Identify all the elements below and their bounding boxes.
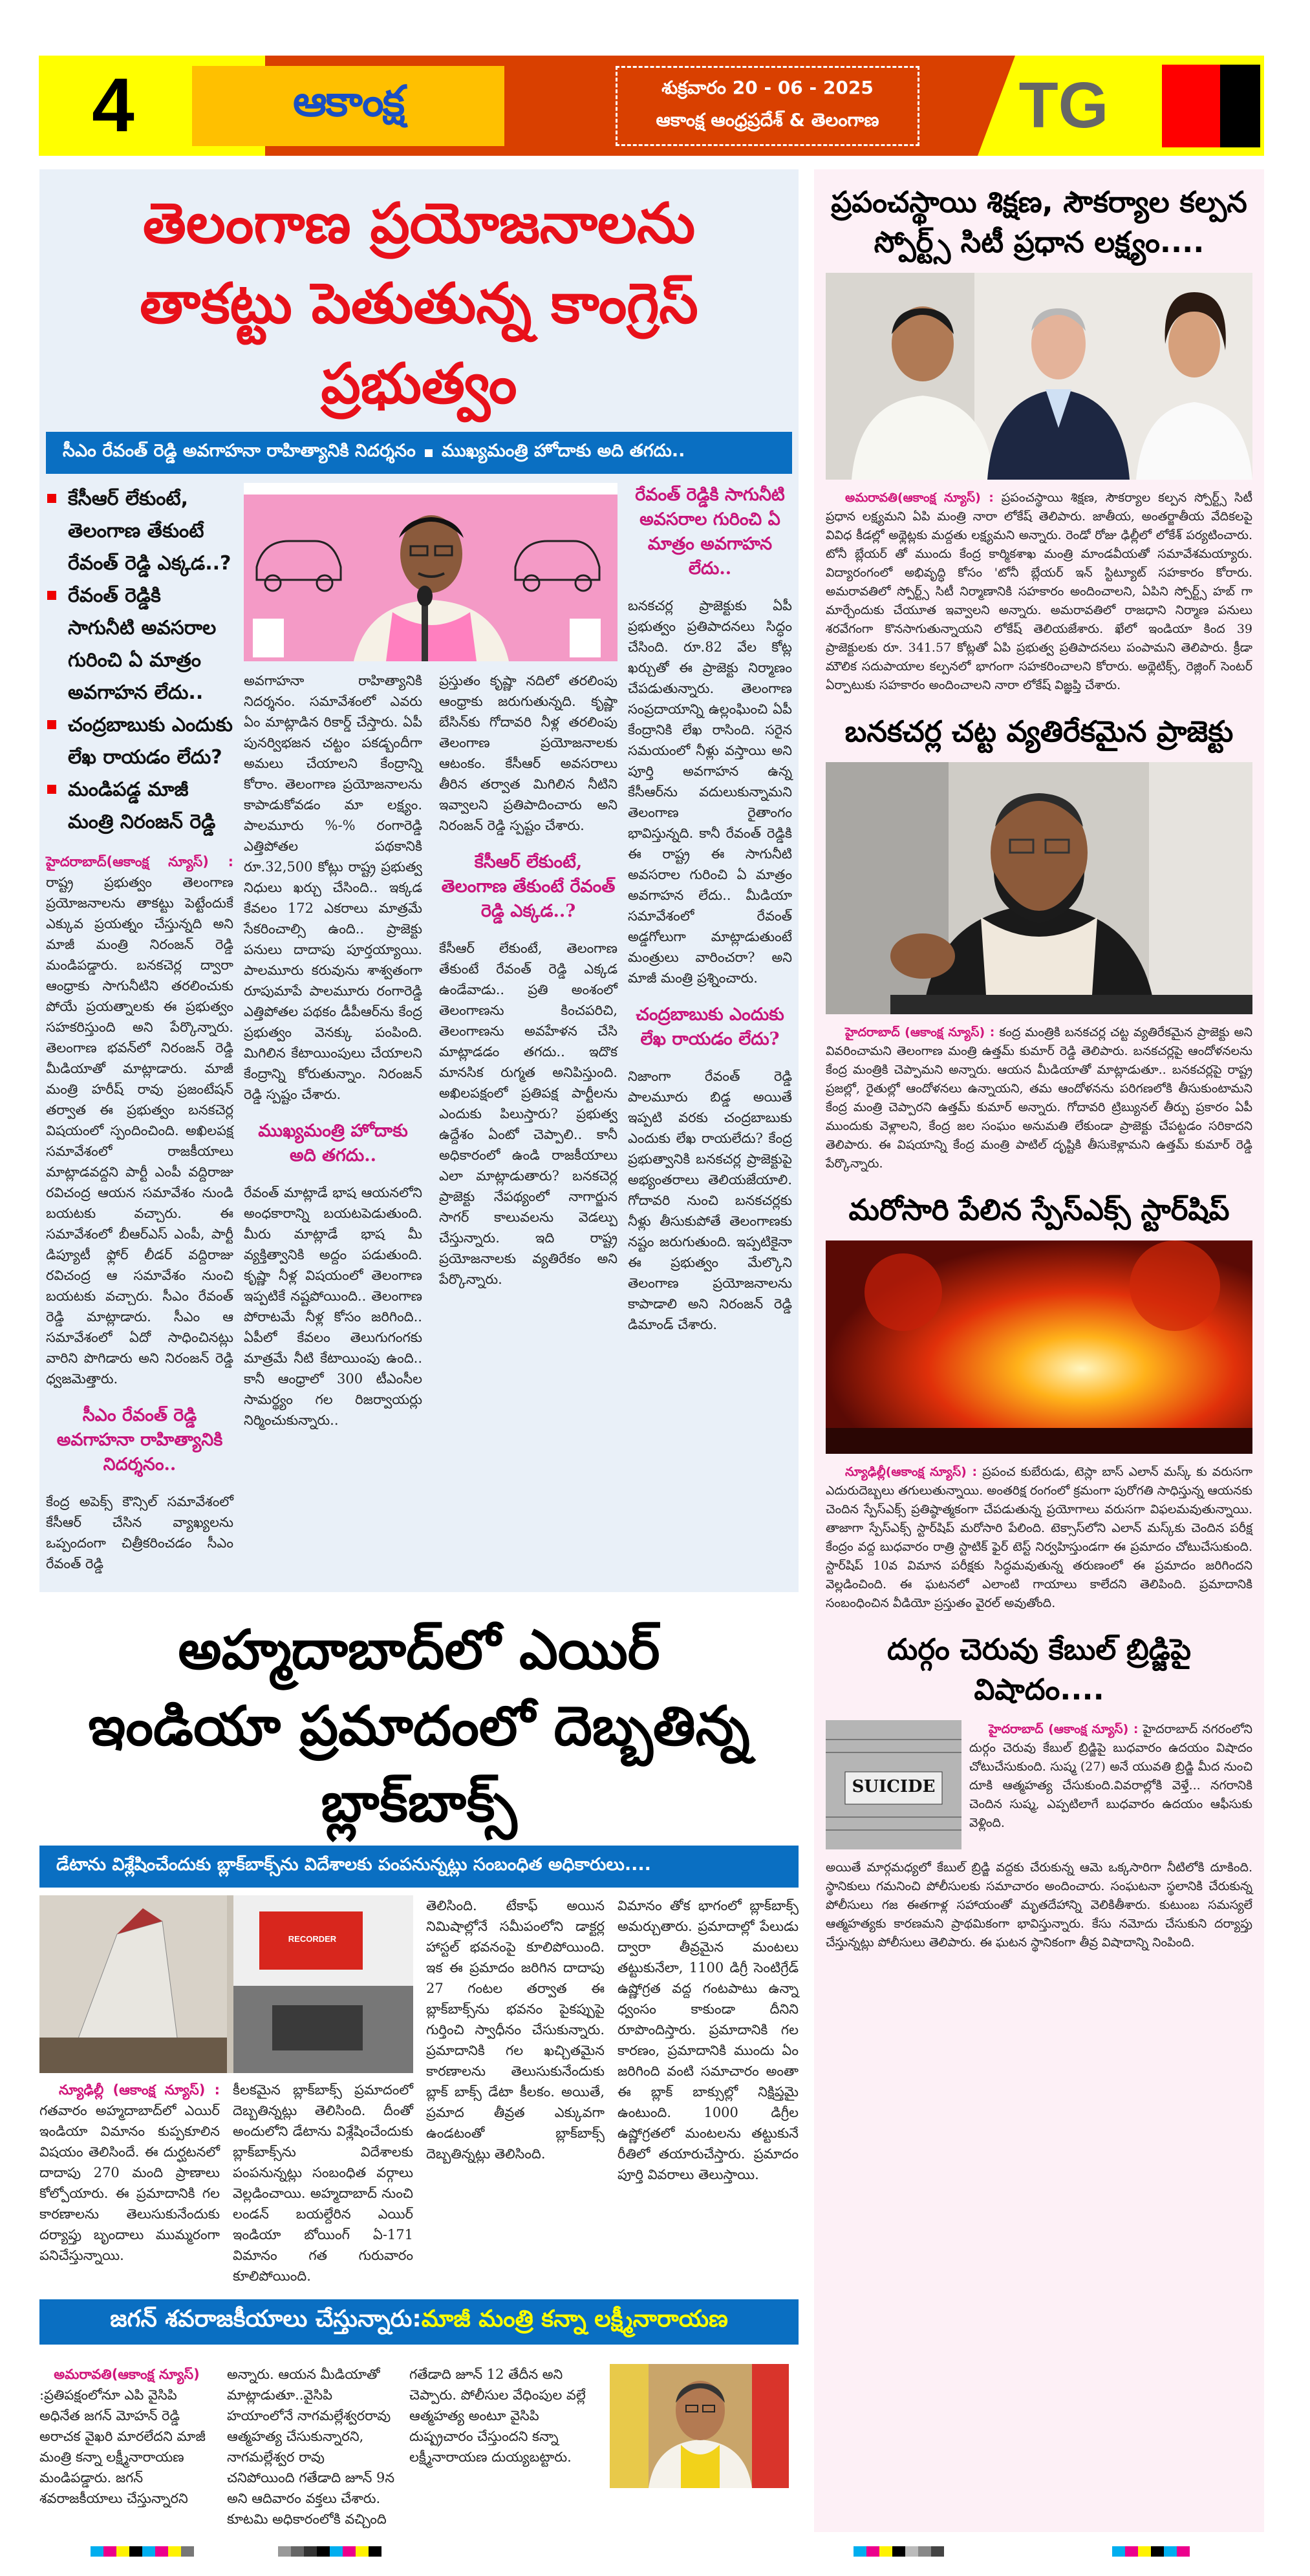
registration-marks bbox=[0, 2546, 1310, 2557]
body-text: తెలిసింది. టేకాఫ్ అయిన నిమిషాల్లోనే సమీపంలోని డాక్టర్ల హాస్టల్ భవనంపై కూలిపోయింది. ఇక ఈ ప్రమాదం జరిగిన దాదాపు 27 గంటల తర్వాత ఈ బ్లాక్‌బాక్స్‌ను భవనం పైకప్పుపై గుర్తించి స్వాధీనం చేసుకున్నారు. ప్రమాదానికి గల ఖచ్చితమైన కారణాలను తెలుసుకునేందుకు బ్లాక్ బాక్స్ డేటా కీలకం. అయితే, ప్రమాద తీవ్రత ఎక్కువగా ఉండటంతో బ్లాక్‌బాక్స్ దెబ్బతిన్నట్లు తెలిసింది. bbox=[426, 1898, 605, 2162]
lead-column-3 bbox=[439, 670, 617, 1292]
photo-starship-explosion bbox=[826, 1240, 1252, 1454]
issue-date: శుక్రవారం 20 - 06 - 2025 bbox=[661, 77, 874, 98]
starship-body bbox=[826, 1463, 1252, 1613]
lead-column-a bbox=[46, 483, 233, 1577]
left-section bbox=[39, 169, 799, 2532]
body-text: కంద్ర మంత్రికి బనకచర్ల చట్ట వ్యతిరేకమైన ప్రాజెక్టు అని వివరించామని తెలంగాణ మంత్రి ఉత్తమ్ కుమార్ రెడ్డి తెలిపారు. బనకచర్లపై ఆందోళనలను కేంద్ర మంత్రికి చెప్పామని అన్నారు. ఆయన మీడియాతో మాట్లాడుతూ.. బనకచర్లపై రాష్ట్ర ప్రజల్లో, రైతుల్లో ఆందోళనలు ఉన్నాయని, తమ ఆందోళనను పరిగణలోకి తీసుకుంటామని కేంద్ర మంత్రి చెప్పారని ఉత్తమ్ కుమార్ అన్నారు. గోదావరి ట్రిబ్యునల్ తీర్పు ప్రకారం ఏపీ ముందుకు వెళ్లాలని, కేంద్ర జల సంఘం అనుమతి లేకుండా ప్రాజెక్టు చేపట్టడం సరికాదని తెలిపారు. ఈ విషయాన్ని కేంద్ర మంత్రి పాటిల్ దృష్టికి తీసుకెళ్లామని ఉత్తమ్ కుమార్ రెడ్డి పేర్కొన్నారు. bbox=[826, 1025, 1253, 1171]
jagan-column-1 bbox=[39, 2364, 214, 2511]
body-text: విమానం తోక భాగంలో బ్లాక్‌బాక్స్ అమర్చుతారు. ప్రమాదాల్లో పేలుడు ద్వారా తీవ్రమైన మంటలు తట్టుకునేలా, 1100 డిగ్రీ సెంటిగ్రేడ్ ఉష్ణోగ్రత వద్ద గంటపాటు ఉన్నా ధ్వంసం కాకుండా దీనిని రూపొందిస్తారు. ప్రమాదానికి గల కారణం, ప్రమాదానికి ముందు ఏం జరిగింది వంటి సమాచారం అంతా ఈ బ్లాక్ బాక్సుల్లో నిక్షిప్తమై ఉంటుంది. 1000 డిగ్రీల ఉష్ణోగ్రతలో మంటలను తట్టుకునే రీతిలో తయారుచేస్తారు. ప్రమాదం పూర్తి వివరాలు తెలుస్తాయి. bbox=[617, 1898, 799, 2182]
lead-headline-line-2: తాకట్టు పెతుతున్న కాంగ్రెస్ ప్రభుత్వం bbox=[140, 271, 698, 416]
lead-column-1 bbox=[46, 851, 233, 1574]
dateline: న్యూఢిల్లీ (ఆకాంక్ష న్యూస్) : bbox=[59, 2082, 220, 2098]
bullet-item: చంద్రబాబుకు ఎందుకు లేఖ రాయడం లేదు? bbox=[46, 709, 233, 774]
photo-suicide-clipping bbox=[826, 1720, 961, 1849]
airindia-columns bbox=[39, 1895, 799, 2289]
registration-strip bbox=[854, 2546, 944, 2557]
edition-name: ఆకాంక్ష ఆంధ్రప్రదేశ్ & తెలంగాణ bbox=[656, 109, 879, 131]
subhead: ముఖ్యమంత్రి హోదాకు అది తగదు.. bbox=[258, 1121, 408, 1166]
body-text: గతవారం అహ్మదాబాద్‌లో ఎయిర్ ఇండియా విమానం కుప్పకూలిన విషయం తెలిసిందే. ఈ దుర్ఘటనలో దాదాపు 270 మంది ప్రాణాలు కోల్పోయారు. ఈ ప్రమాదానికి గల కారణాలను తెలుసుకునేందుకు దర్యాప్తు బృందాలు ముమ్మరంగా పనిచేస్తున్నాయి. bbox=[39, 2103, 220, 2263]
jagan-column-2 bbox=[227, 2364, 396, 2532]
dateline: హైదరాబాద్(ఆకాంక్ష న్యూస్) : bbox=[46, 854, 233, 869]
right-column bbox=[814, 169, 1264, 2532]
jagan-columns bbox=[39, 2364, 799, 2532]
registration-strip bbox=[91, 2546, 194, 2557]
bullet-item: మండిపడ్డ మాజీ మంత్రి నిరంజన్ రెడ్డి bbox=[46, 774, 233, 838]
body-text: అన్నారు. ఆయన మీడియాతో మాట్లాడుతూ..వైసిపి హయాంలోనే నాగమల్లేశ్వరరావు ఆత్మహత్య చేసుకున్నారని, నాగమల్లేశ్వర రావు చనిపోయింది గతేడాది జూన్ 9న అని ఆదివారం వక్తలు చేశారు. కూటమి అధికారంలోకి వచ్చింది bbox=[227, 2367, 395, 2527]
body-text: నిజాంగా రేవంత్ రెడ్డి పాలమూరు బిడ్డ అయితే ఇప్పటి వరకు చంద్రబాబుకు ఎందుకు లేఖ రాయలేదు? కేంద్ర ప్రభుత్వానికి బనకచర్ల ప్రాజెక్టుపై అభ్యంతరాలు తెలియజేయాలి. గోదావరి నుంచి బనకచర్లకు నీళ్లు తీసుకుపోతే తెలంగాణకు నష్టం జరుగుతుంది. ఇప్పటికైనా ఈ ప్రభుత్వం మేల్కొని తెలంగాణ ప్రయోజనాలను కాపాడాలి అని నిరంజన్ రెడ్డి డిమాండ్ చేశారు. bbox=[628, 1069, 792, 1332]
body-text: కేంద్ర అపెక్స్ కౌన్సిల్ సమావేశంలో కేసీఆర్ చేసిన వ్యాఖ్యలను ఒప్పందంగా చిత్రీకరించడం సీఎం రేవంత్ రెడ్డి bbox=[46, 1494, 233, 1571]
lead-deck-a: సీఎం రేవంత్ రెడ్డి అవగాహనా రాహిత్యానికి నిదర్శనం bbox=[63, 440, 416, 461]
airindia-deck-bar bbox=[39, 1846, 799, 1888]
body-text: గతేడాది జూన్ 12 తేదీన అని చెప్పారు. పోలీసుల వేధింపుల వల్లే ఆత్మహత్య అంటూ వైసిపి దుష్ప్రచారం చేస్తుందని కన్నా లక్ష్మీనారాయణ దుయ్యబట్టారు. bbox=[409, 2367, 586, 2465]
airindia-story bbox=[39, 1612, 799, 2289]
body-text: రేవంత్ మాట్లాడే భాష ఆయనలోని అంధకారాన్ని బయటపెడుతుంది. మీరు మాట్లాడే భాష మీ వ్యక్తిత్వానికి అద్దం పడుతుంది. కృష్ణా నీళ్ల విషయంలో తెలంగాణ ఇప్పటికే నష్టపోయింది.. తెలంగాణ పోరాటమే నీళ్ల కోసం జరిగింది.. ఏపీలో కేవలం తెలుగుగంగకు మాత్రమే నీటి కేటాయింపు ఉంది.. కానీ ఆంధ్రాలో 300 టీఎంసీల సామర్థ్యం గల రిజర్వాయర్లు నిర్మించుకున్నారు.. bbox=[244, 1185, 422, 1428]
lead-story bbox=[39, 169, 799, 1592]
lead-columns-2-3 bbox=[244, 670, 617, 1433]
body-text: ప్రపంచస్థాయి శిక్షణ, సౌకర్యాల కల్పన స్పోర్ట్స్ సిటీ ప్రధాన లక్ష్యమని ఏపి మంత్రి నారా లోకేష్ తెలిపారు. జాతీయ, అంతర్జాతీయ వేదికలపై వివిధ కీడల్లో అథ్లెట్లకు మద్దతు లక్ష్యమని అన్నారు. రెండో రోజు ఢిల్లీలో లోకేశ్ పర్యటించారు. టోనీ బ్లేయర్ తో ముందు కేంద్ర కార్మికశాఖ మంత్రి మాండవీయతో సమావేశమయ్యారు. విద్యారంగంలో అభివృద్ధి కోసం 'టోనీ బ్లేయర్ ఇన్ స్టిట్యూట్ సహకారం కోరారు. అమరావతిలో స్పోర్ట్స్ సిటీ నిర్మాణానికి సహకారం అందించాలని, ఏపిని స్పోర్ట్స్ హబ్ గా మార్చేందుకు చేయూత ఇవ్వాలని అన్నారు. అమరావతిలో రాజధాని నిర్మాణ పనులు శరవేగంగా కొనసాగుతున్నాయని లోకేష్ తెలియజేశారు. ఖేలో ఇండియా కింద 39 ప్రాజెక్టులకు రూ. 341.57 కోట్లతో ఏపి ప్రభుత్వ ప్రతిపాదనలు పంపామని తెలిపారు. క్రీడా మౌలిక సదుపాయాల కల్పనలో భాగంగా సహకరించాలని కోరారు. అథ్లెటిక్స్, రెజ్లింగ్ సెంటర్ ఏర్పాటుకు సహకారం అందించాలని నారా లోకేష్ విజ్ఞప్తి చేశారు. bbox=[826, 491, 1252, 692]
lead-headline-line-1: తెలంగాణ ప్రయోజనాలను bbox=[142, 191, 696, 256]
registration-strip bbox=[278, 2546, 381, 2557]
photo-kanna-lakshminarayana bbox=[610, 2364, 789, 2488]
bullet-item: కేసీఆర్ లేకుంటే, తెలంగాణ తేకుంటే రేవంత్ రెడ్డి ఎక్కడ..? bbox=[46, 483, 233, 580]
body-text: ప్రపంచ కుబేరుడు, టెస్లా బాస్ ఎలాన్ మస్క్ కు వరుసగా ఎదురుదెబ్బలు తగులుతున్నాయి. అంతరిక్ష రంగంలో క్రమంగా పురోగతి సాధిస్తున్న ఆయనకు చెందిన స్పేస్‌ఎక్స్ ప్రతిష్ఠాత్మకంగా చేపడుతున్న ప్రయోగాలు వరుసగా విఫలమవుతున్నాయి. తాజాగా స్పేస్‌ఎక్స్ స్టార్‌షిప్ మరోసారి పేలింది. టెక్సాస్‌లోని ఎలాన్ మస్క్‌కు చెందిన పరీక్ష కేంద్రం వద్ద బుధవారం రాత్రి స్టాటిక్ ఫైర్ టెస్ట్ నిర్వహిస్తుండగా ఈ ప్రమాదం చోటుచేసుకుంది. స్టార్‌షిప్ 10వ విమాన పరీక్షకు సిద్ధమవుతున్న తరుణంలో ఈ ప్రమాదం జరిగిందని వెల్లడించింది. ఈ ఘటనలో ఎలాంటి గాయాలు కాలేదని తెలిపింది. ప్రమాదానికి సంబంధించిన వీడియో ప్రస్తుతం వైరల్ అవుతోంది. bbox=[826, 1465, 1252, 1610]
airindia-left-block bbox=[39, 1895, 413, 2289]
airindia-column-3 bbox=[426, 1895, 605, 2167]
starship-headline: మరోసారి పేలిన స్పేస్‌ఎక్స్ స్టార్‌షిప్ bbox=[848, 1193, 1230, 1227]
masthead bbox=[39, 56, 1264, 156]
body-text: అవగాహనా రాహిత్యానికి నిదర్శనం. సమావేశంలో ఎవరు ఏం మాట్లాడిన రికార్డ్ చేస్తారు. ఏపీ పునర్విభజన చట్టం పకడ్బందీగా అమలు చేయాలని కేంద్రాన్ని కోరాం. తెలంగాణ ప్రయోజనాలను కాపాడుకోవడం మా లక్ష్యం. పాలమూరు %-% రంగారెడ్డి ఎత్తిపోతల పథకానికి రూ.32,500 కోట్లు రాష్ట్ర ప్రభుత్వ నిధులు ఖర్చు చేసింది.. ఇక్కడ కేవలం 172 ఎకరాలు మాత్రమే సేకరించాల్సి ఉంది.. ప్రాజెక్టు పనులు దాదాపు పూర్తయ్యాయి. పాలమూరు కరువును శాశ్వతంగా రూపుమాపే పాలమూరు రంగారెడ్డి ఎత్తిపోతల పథకం డీపీఆర్‌ను కేంద్ర ప్రభుత్వం వెనక్కు పంపింది. మిగిలిన కేటాయింపులు చేయాలని కేంద్రాన్ని కోరుతున్నాం. నిరంజన్ రెడ్డి స్పష్టం చేశారు. bbox=[244, 673, 422, 1102]
body-text: హైదరాబాద్ నగరంలోని దుర్గం చెరువు కేబుల్ బ్రిడ్జిపై బుధవారం ఉదయం విషాదం చోటుచేసుకుంది. సుష్మ (27) అనే యువతి బ్రిడ్జి మీద నుంచి దూకి ఆత్మహత్య చేసుకుంది.వివరాల్లోకి వెళ్తే... నగరానికి చెందిన సుష్మ, ఎప్పటిలాగే బుధవారం ఉదయం ఆఫీసుకు వెళ్లింది. bbox=[969, 1722, 1253, 1830]
airindia-headline-line-2: ఇండియా ప్రమాదంలో దెబ్బతిన్న బ్లాక్‌బాక్స్ bbox=[88, 1694, 750, 1834]
page-body bbox=[39, 169, 1264, 2532]
body-text: కీలకమైన బ్లాక్‌బాక్స్ ప్రమాదంలో దెబ్బతిన్నట్లు తెలిసింది. దీంతో అందులోని డేటాను విశ్లేషించేందుకు బ్లాక్‌బాక్స్‌ను విదేశాలకు పంపనున్నట్లు సంబంధిత వర్గాలు వెల్లడించాయి. అహ్మదాబాద్ నుంచి లండన్ బయల్దేరిన ఎయిర్ ఇండియా బోయింగ్ ఏ-171 విమానం గత గురువారం కూలిపోయింది. bbox=[233, 2082, 413, 2284]
airindia-column-2 bbox=[233, 2080, 413, 2289]
durgam-cheruvu-top bbox=[826, 1720, 1252, 1849]
jagan-story bbox=[39, 2299, 799, 2532]
lead-columns bbox=[46, 483, 792, 1577]
body-text: బనకచర్ల ప్రాజెక్టుకు ఏపీ ప్రభుత్వం ప్రతిపాదనలు సిద్ధం చేసింది. రూ.82 వేల కోట్ల ఖర్చుతో ఈ ప్రాజెక్టు నిర్మాణం చేపడుతున్నారు. తెలంగాణ సంప్రదాయాన్ని ఉల్లంఘించి ఏపీ కేంద్రానికి లేఖ రాసింది. సరైన సమయంలో నీళ్లు వస్తాయి అని పూర్తి అవగాహన ఉన్న కేసీఆర్‌ను వదులుకున్నామని తెలంగాణ రైతాంగం భావిస్తున్నది. కానీ రేవంత్ రెడ్డికి ఈ రాష్ట్ర ఈ సాగునీటి అవసరాల గురించి ఏ మాత్రం అవగాహన లేదు.. మీడియా సమావేశంలో రేవంత్ అడ్డగోలుగా మాట్లాడుతుంటే మంత్రులు వారించరా? అని మాజీ మంత్రి ప్రశ్నించారు. bbox=[628, 598, 792, 986]
subhead: రేవంత్ రెడ్డికి సాగునీటి అవసరాల గురించి ఏ మాత్రం అవగాహన లేదు.. bbox=[635, 485, 785, 579]
lead-bullets bbox=[46, 483, 233, 838]
lead-photo-niranjan-reddy bbox=[244, 483, 617, 661]
jagan-column-3 bbox=[409, 2364, 597, 2470]
subhead: కేసీఆర్ లేకుంటే, తెలంగాణ తేకుంటే రేవంత్ రెడ్డి ఎక్కడ..? bbox=[441, 852, 616, 921]
date-box bbox=[616, 66, 919, 146]
sports-city-headline: ప్రపంచస్థాయి శిక్షణ, సౌకర్యాల కల్పన స్పోర్ట్స్ సిటీ ప్రధాన లక్ష్యం.... bbox=[831, 185, 1247, 259]
dateline: హైదరాబాద్ (ఆకాంక్ష న్యూస్) : bbox=[845, 1025, 995, 1039]
registration-strip bbox=[1112, 2546, 1190, 2557]
durgam-cheruvu-body-top bbox=[969, 1720, 1252, 1835]
body-text: అయితే మార్గమధ్యలో కేబుల్ బ్రిడ్జి వద్దకు చేరుకున్న ఆమె ఒక్కసారిగా నీటిలోకి దూకింది. స్థానికులు గమనించి పోలీసులకు సమాచారం అందించారు. సంఘటనా స్థలానికి చేరుకున్న పోలీసులు గజ ఈతగాళ్ల సహాయంతో మృతదేహాన్ని వెలికితీశారు. కుటుంబ సమస్యలే ఆత్మహత్యకు కారణమని ప్రాథమికంగా భావిస్తున్నారు. కేసు నమోదు చేసుకుని దర్యాప్తు చేస్తున్నట్లు పోలీసులు తెలిపారు. ఈ ఘటన స్థానికంగా తీవ్ర విషాదాన్ని నింపింది. bbox=[826, 1860, 1252, 1950]
photo-crash-blackbox bbox=[39, 1895, 413, 2073]
bullet-item: రేవంత్ రెడ్డికి సాగునీటి అవసరాల గురించి ఏ మాత్రం అవగాహన లేదు.. bbox=[46, 580, 233, 709]
lead-deck-bar bbox=[46, 432, 792, 474]
newspaper-logo: ఆకాంక్ష bbox=[192, 66, 504, 146]
jagan-headline-yellow: మాజీ మంత్రి కన్నా లక్ష్మీనారాయణ bbox=[421, 2306, 728, 2332]
lead-deck-b: ముఖ్యమంత్రి హోదాకు అది తగదు.. bbox=[441, 440, 685, 461]
lead-column-4 bbox=[628, 483, 792, 1337]
color-block-black bbox=[1220, 65, 1260, 147]
color-block-red bbox=[1162, 65, 1220, 147]
deck-separator-icon bbox=[425, 449, 433, 457]
photo-lokesh-tony-blair bbox=[826, 273, 1252, 480]
region-code: TG bbox=[1018, 69, 1109, 142]
page-number: 4 bbox=[92, 63, 134, 148]
clipping-word: SUICIDE bbox=[852, 1777, 936, 1796]
dateline: అమరావతి(ఆకాంక్ష న్యూస్) bbox=[54, 2367, 200, 2382]
jagan-headline-bar bbox=[39, 2299, 799, 2345]
durgam-cheruvu-body-bottom bbox=[826, 1858, 1252, 1952]
body-text: ప్రస్తుతం కృష్ణా నదిలో తరలింపు ఆంధ్రాకు జరుగుతున్నది. కృష్ణా బేసిన్‌కు గోదావరి నీళ్ల తరలింపు తెలంగాణ ప్రయోజనాలకు ఆటంకం. కేసీఆర్ అవసరాలు తీరిన తర్వాత మిగిలిన నీటిని ఇవ్వాలని ప్రతిపాదించారు అని నిరంజన్ రెడ్డి స్పష్టం చేశారు. bbox=[439, 673, 617, 833]
recorder-label: RECORDER bbox=[288, 1934, 337, 1944]
body-text: కేసీఆర్ లేకుంటే, తెలంగాణ తేకుంటే రేవంత్ రెడ్డి ఎక్కడ ఉండేవాడు.. ప్రతి అంశంలో తెలంగాణను కించపరిచి, తెలంగాణను అవహేళన చేసి మాట్లాడడం తగదు.. ఇదొక మానసిక రుగ్మత అనిపిస్తుంది. అఖిలపక్షంలో ప్రతిపక్ష పార్టీలను ఎందుకు పిలుస్తారు? ప్రభుత్వ ఉద్దేశం ఏంటో చెప్పాలి.. కానీ అధికారంలో ఉండి రాజకీయాలు ఎలా మాట్లాడుతారు? బనకచెర్ల ప్రాజెక్టు నేపథ్యంలో నాగార్జున సాగర్ కాలువలను వెడల్పు చేస్తున్నారు. ఇది రాష్ట్ర ప్రయోజనాలకు వ్యతిరేకం అని పేర్కొన్నారు. bbox=[439, 941, 617, 1287]
dateline: న్యూఢిల్లీ(ఆకాంక్ష న్యూస్) : bbox=[845, 1465, 978, 1479]
banakacherla-headline: బనకచర్ల చట్ట వ్యతిరేకమైన ప్రాజెక్టు bbox=[844, 714, 1234, 749]
airindia-deck: డేటాను విశ్లేషించేందుకు బ్లాక్‌బాక్స్‌ను విదేశాలకు పంపనున్నట్లు సంబంధిత అధికారులు.... bbox=[56, 1854, 651, 1875]
airindia-columns-1-2 bbox=[39, 2080, 413, 2289]
dateline: హైదరాబాద్ (ఆకాంక్ష న్యూస్) : bbox=[989, 1722, 1139, 1736]
lead-column-bc bbox=[244, 483, 617, 1433]
airindia-headline-line-1: అహ్మదాబాద్‌లో ఎయిర్ bbox=[178, 1618, 660, 1681]
body-text: రాష్ట్ర ప్రభుత్వం తెలంగాణ ప్రయోజనాలను తాకట్టు పెట్టేందుకే ఎక్కువ ప్రయత్నం చేస్తున్నది అని మాజీ మంత్రి నిరంజన్ రెడ్డి మండిపడ్డారు. బనకచెర్ల ద్వారా ఆంధ్రాకు సాగునీటిని తరలించుకు పోయే ప్రయత్నాలకు ఈ ప్రభుత్వం సహకరిస్తుంది అని పేర్కొన్నారు. తెలంగాణ భవన్‌లో నిరంజన్ రెడ్డి మీడియాతో మాట్లాడారు. మాజీ మంత్రి హరీష్ రావు ప్రజంటేషన్ తర్వాత ఈ ప్రభుత్వం బనకచెర్ల విషయంలో స్పందించింది. అఖిలపక్ష సమావేశంలో రాజకీయాలు మాట్లాడవద్దని పార్టీ ఎంపీ వద్దిరాజు రవిచంద్ర ఆయన సమావేశం నుండి బయటకు వచ్చారు. ఈ సమావేశంలో బీఆర్ఎస్ ఎంపీ, పార్టీ డిప్యూటీ ఫ్లోర్ లీడర్ వద్దిరాజు రవిచంద్ర ఆ సమావేశం నుంచి బయటకు వచ్చారు. సీఎం రేవంత్ రెడ్డి మాట్లాడారు. సీఎం ఆ సమావేశంలో ఏదో సాధించినట్లు వారిని పొగిడారు అని నిరంజన్ రెడ్డి ధ్వజమెత్తారు. bbox=[46, 875, 233, 1387]
airindia-column-4 bbox=[617, 1895, 799, 2187]
photo-uttam-kumar-reddy bbox=[826, 762, 1252, 1014]
durgam-cheruvu-headline: దుర్గం చెరువు కేబుల్ బ్రిడ్జిపై విషాదం.... bbox=[887, 1632, 1191, 1707]
sports-city-body bbox=[826, 489, 1252, 695]
airindia-column-1 bbox=[39, 2080, 220, 2268]
body-text: :ప్రతిపక్షంలోనూ ఎపి వైసిపి అధినేత జగన్ మోహన్ రెడ్డి అరాచక వైఖరి మారలేదని మాజీ మంత్రి కన్నా లక్ష్మీనారాయణ మండిపడ్డారు. జగన్ శవరాజకీయాలు చేస్తున్నారని bbox=[39, 2387, 206, 2506]
subhead: చంద్రబాబుకు ఎందుకు లేఖ రాయడం లేదు? bbox=[636, 1005, 784, 1049]
banakacherla-body bbox=[826, 1023, 1252, 1173]
subhead: సీఎం రేవంత్ రెడ్డి అవగాహనా రాహిత్యానికి నిదర్శనం.. bbox=[56, 1405, 223, 1474]
jagan-headline-white: జగన్ శవరాజకీయాలు చేస్తున్నారు: bbox=[110, 2306, 422, 2332]
lead-column-2 bbox=[244, 670, 422, 1433]
dateline: అమరావతి(ఆకాంక్ష న్యూస్) : bbox=[845, 491, 994, 505]
